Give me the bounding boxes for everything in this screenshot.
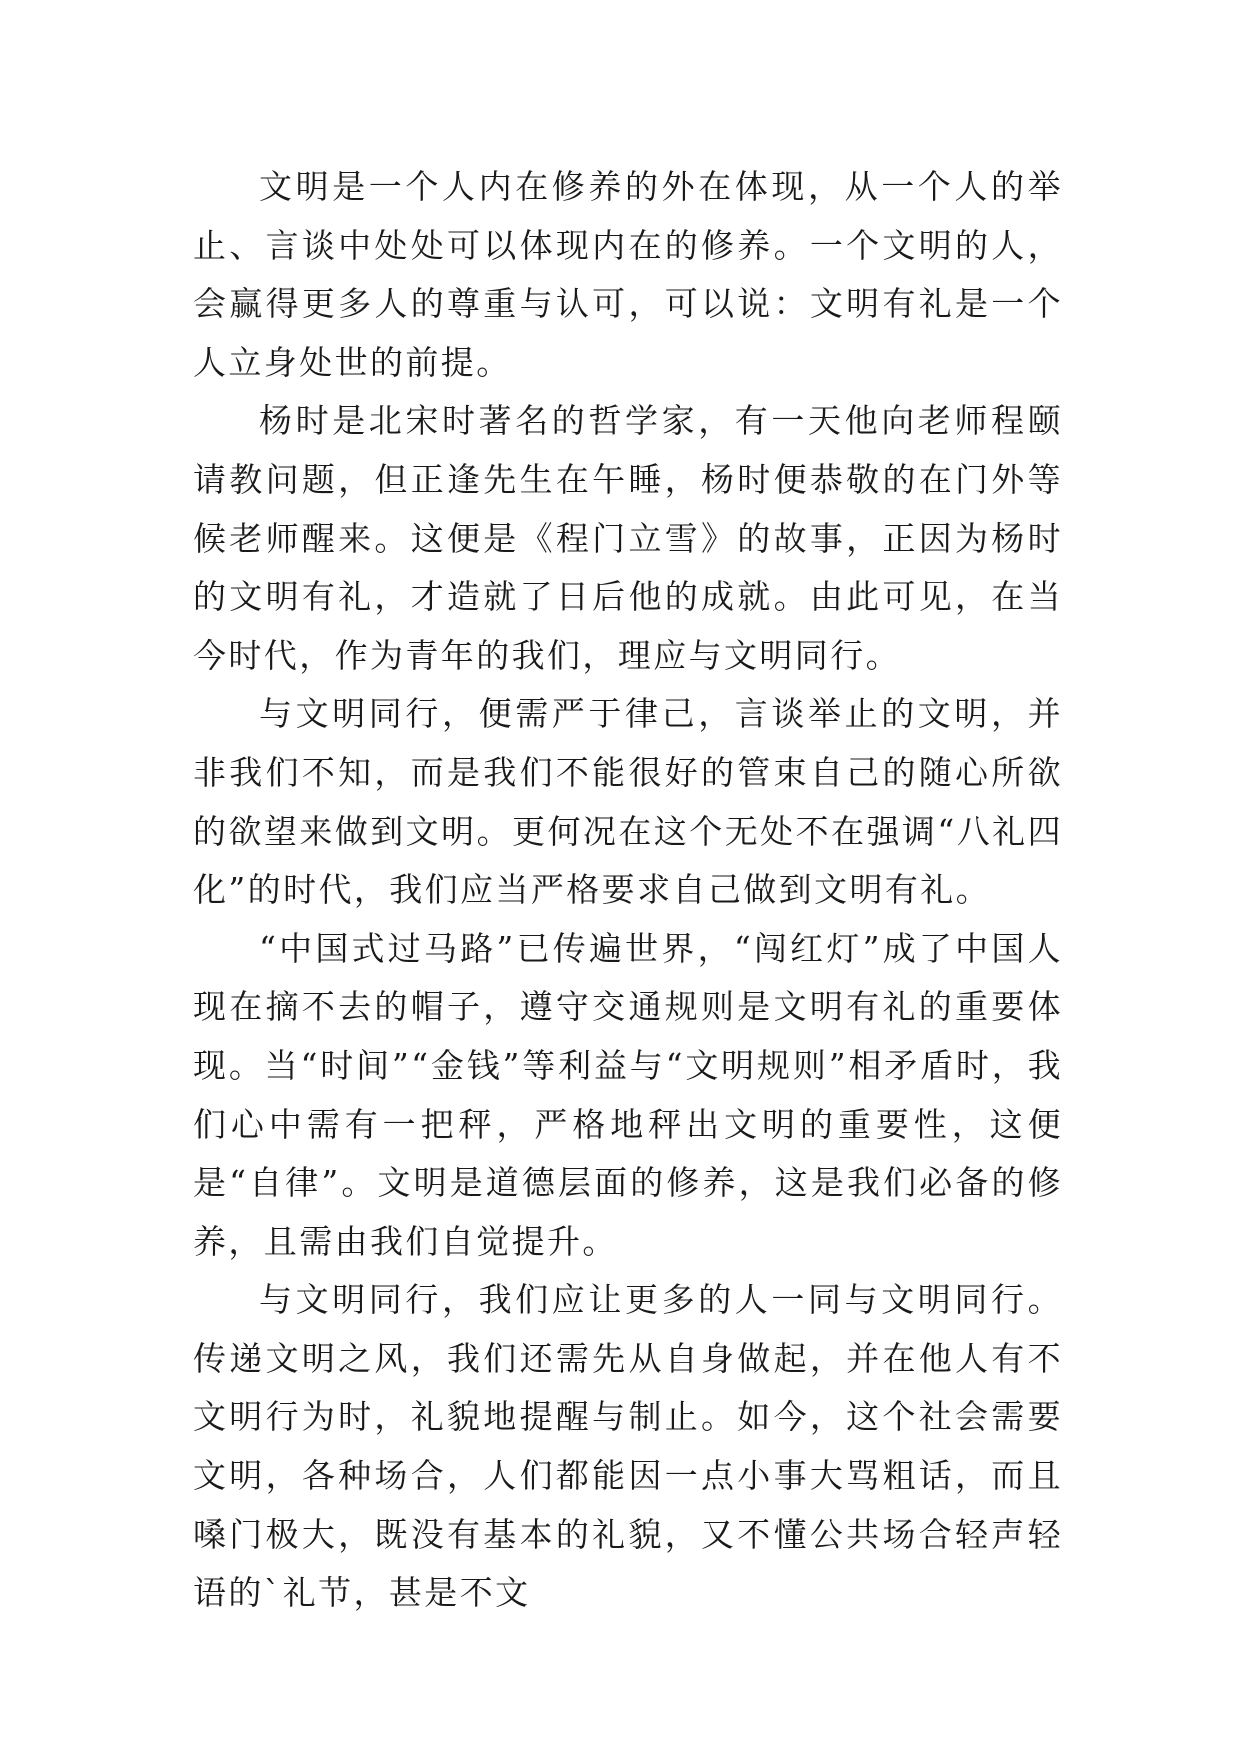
paragraph-3: 与文明同行，便需严于律己，言谈举止的文明，并非我们不知，而是我们不能很好的管束自己的随心所欲的欲望来做到文明。更何况在这个无处不在强调“八礼四化”的时代，我们应当严格要求自己做到文明有礼。 xyxy=(193,694,1063,910)
paragraph-4: “中国式过马路”已传遍世界，“闯红灯”成了中国人现在摘不去的帽子，遵守交通规则是文明有礼的重要体现。当“时间”“金钱”等利益与“文明规则”相矛盾时，我们心中需有一把秤，严格地秤出文明的重要性，这便是“自律”。文明是道德层面的修养，这是我们必备的修养，且需由我们自觉提升。 xyxy=(193,928,1063,1261)
document-body xyxy=(193,158,1063,1623)
paragraph-1: 文明是一个人内在修养的外在体现，从一个人的举止、言谈中处处可以体现内在的修养。一个文明的人，会赢得更多人的尊重与认可，可以说：文明有礼是一个人立身处世的前提。 xyxy=(193,167,1063,382)
paragraph-5: 与文明同行，我们应让更多的人一同与文明同行。传递文明之风，我们还需先从自身做起，并在他人有不文明行为时，礼貌地提醒与制止。如今，这个社会需要文明，各种场合，人们都能因一点小事大骂粗话，而且嗓门极大，既没有基本的礼貌，又不懂公共场合轻声轻语的`礼节，甚是不文 xyxy=(193,1280,1063,1613)
paragraph-2: 杨时是北宋时著名的哲学家，有一天他向老师程颐请教问题，但正逢先生在午睡，杨时便恭敬的在门外等候老师醒来。这便是《程门立雪》的故事，正因为杨时的文明有礼，才造就了日后他的成就。由此可见，在当今时代，作为青年的我们，理应与文明同行。 xyxy=(193,401,1063,675)
